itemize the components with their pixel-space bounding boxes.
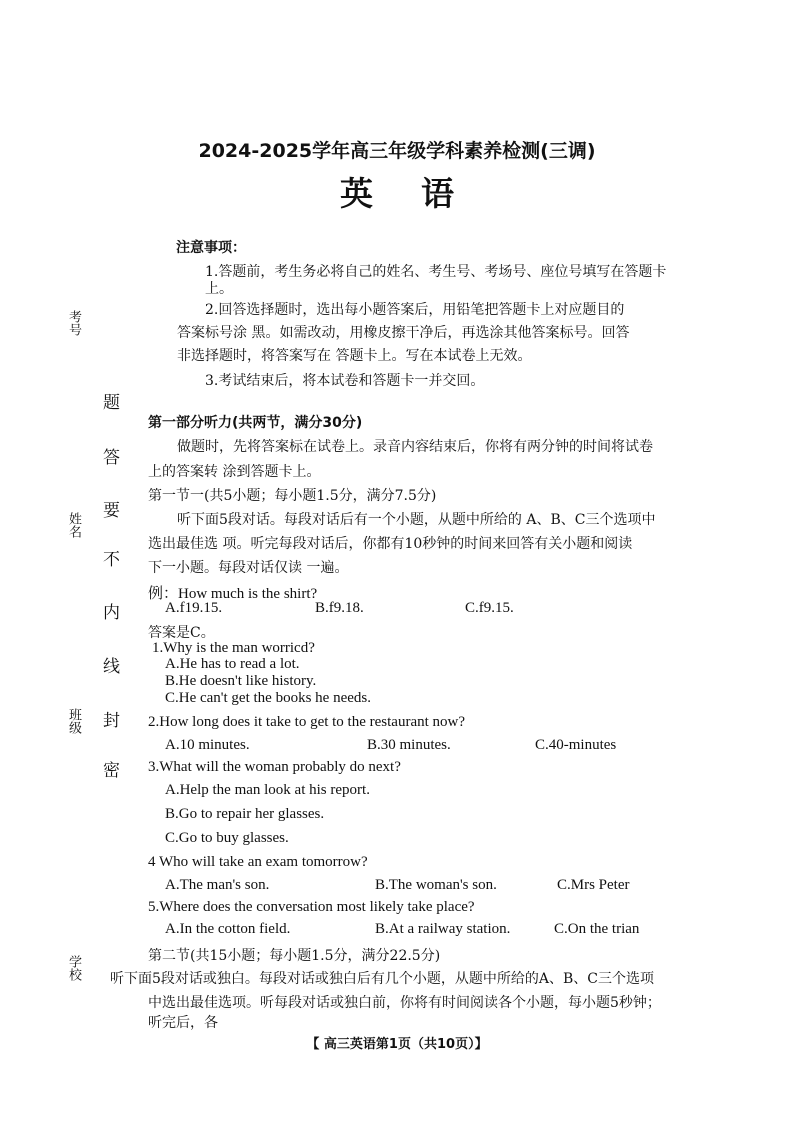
page-footer: 【 高三英语第1页（共10页）】 xyxy=(306,1037,488,1052)
section1-heading: 第一节一(共5小题；每小题1.5分，满分7.5分) xyxy=(148,488,437,504)
notice-heading: 注意事项： xyxy=(176,240,246,256)
section1-intro-line: 选出最佳选 项。听完每段对话后，你都有10秒钟的时间来回答有关小题和阅读 xyxy=(148,536,633,552)
binding-label-school: 学校 xyxy=(66,955,81,981)
question-5-option-b: B.At a railway station. xyxy=(375,921,511,937)
seal-char: 要 xyxy=(103,501,120,521)
notice-line: 2.回答选择题时，选出每小题答案后，用铅笔把答题卡上对应题目的 xyxy=(205,302,625,318)
seal-char: 答 xyxy=(103,448,120,468)
question-2-option-c: C.40-minutes xyxy=(535,737,617,753)
binding-label-class: 班级 xyxy=(66,708,81,734)
notice-line: 1.答题前，考生务必将自己的姓名、考生号、考场号、座位号填写在答题卡 xyxy=(205,264,667,280)
notice-line: 答案标号涂 黑。如需改动，用橡皮擦干净后，再选涂其他答案标号。回答 xyxy=(177,325,630,341)
question-4-option-a: A.The man's son. xyxy=(165,877,270,893)
section2-intro-line: 听下面5段对话或独白。每段对话或独白后有几个小题，从题中所给的A、B、C三个选项 xyxy=(110,971,655,987)
question-1-option-c: C.He can't get the books he needs. xyxy=(165,690,371,706)
example-option-a: A.f19.15. xyxy=(165,600,223,616)
seal-char: 密 xyxy=(103,761,120,781)
section1-intro-line: 听下面5段对话。每段对话后有一个小题，从题中所给的 A、B、C三个选项中 xyxy=(177,512,656,528)
example-answer: 答案是C。 xyxy=(148,625,215,641)
question-2-option-b: B.30 minutes. xyxy=(367,737,451,753)
notice-line: 非选择题时，将答案写在 答题卡上。写在本试卷上无效。 xyxy=(177,348,532,364)
question-3: 3.What will the woman probably do next? xyxy=(148,759,401,775)
section2-intro-line: 中选出最佳选项。听每段对话或独白前，你将有时间阅读各个小题，每小题5秒钟； xyxy=(148,995,661,1011)
seal-char: 线 xyxy=(103,657,120,677)
question-4: 4 Who will take an exam tomorrow? xyxy=(148,854,368,870)
seal-char: 不 xyxy=(103,550,120,570)
question-5: 5.Where does the conversation most likely take place? xyxy=(148,899,475,915)
question-3-option-b: B.Go to repair her glasses. xyxy=(165,806,325,822)
example-option-b: B.f9.18. xyxy=(315,600,364,616)
question-3-option-a: A.Help the man look at his report. xyxy=(165,782,370,798)
part1-intro-line: 上的答案转 涂到答题卡上。 xyxy=(148,464,321,480)
subject-title: 英语 xyxy=(340,174,502,213)
seal-char: 封 xyxy=(103,711,120,731)
question-2: 2.How long does it take to get to the restaurant now? xyxy=(148,714,466,730)
question-3-option-c: C.Go to buy glasses. xyxy=(165,830,289,846)
section2-intro-line: 听完后，各 xyxy=(148,1015,218,1031)
example-option-c: C.f9.15. xyxy=(465,600,514,616)
question-1-option-b: B.He doesn't like history. xyxy=(165,673,317,689)
question-4-option-c: C.Mrs Peter xyxy=(557,877,630,893)
question-4-option-b: B.The woman's son. xyxy=(375,877,497,893)
seal-char: 题 xyxy=(103,393,120,413)
example-question: 例：How much is the shirt? xyxy=(148,586,318,602)
question-5-option-a: A.In the cotton field. xyxy=(165,921,291,937)
question-1-option-a: A.He has to read a lot. xyxy=(165,656,300,672)
binding-label-exam-number: 考号 xyxy=(66,310,81,336)
question-2-option-a: A.10 minutes. xyxy=(165,737,250,753)
section2-heading: 第二节(共15小题；每小题1.5分，满分22.5分) xyxy=(148,948,441,964)
exam-title: 2024-2025学年高三年级学科素养检测(三调) xyxy=(198,140,596,162)
part1-heading: 第一部分听力(共两节，满分30分) xyxy=(148,415,363,431)
seal-char: 内 xyxy=(103,603,120,623)
notice-line: 上。 xyxy=(205,281,233,297)
notice-line: 3.考试结束后，将本试卷和答题卡一并交回。 xyxy=(205,373,485,389)
binding-label-name: 姓名 xyxy=(66,512,81,538)
section1-intro-line: 下一小题。每段对话仅读 一遍。 xyxy=(148,560,349,576)
question-1: 1.Why is the man worricd? xyxy=(152,640,315,656)
question-5-option-c: C.On the trian xyxy=(554,921,640,937)
part1-intro-line: 做题时，先将答案标在试卷上。录音内容结束后，你将有两分钟的时间将试卷 xyxy=(177,439,653,455)
